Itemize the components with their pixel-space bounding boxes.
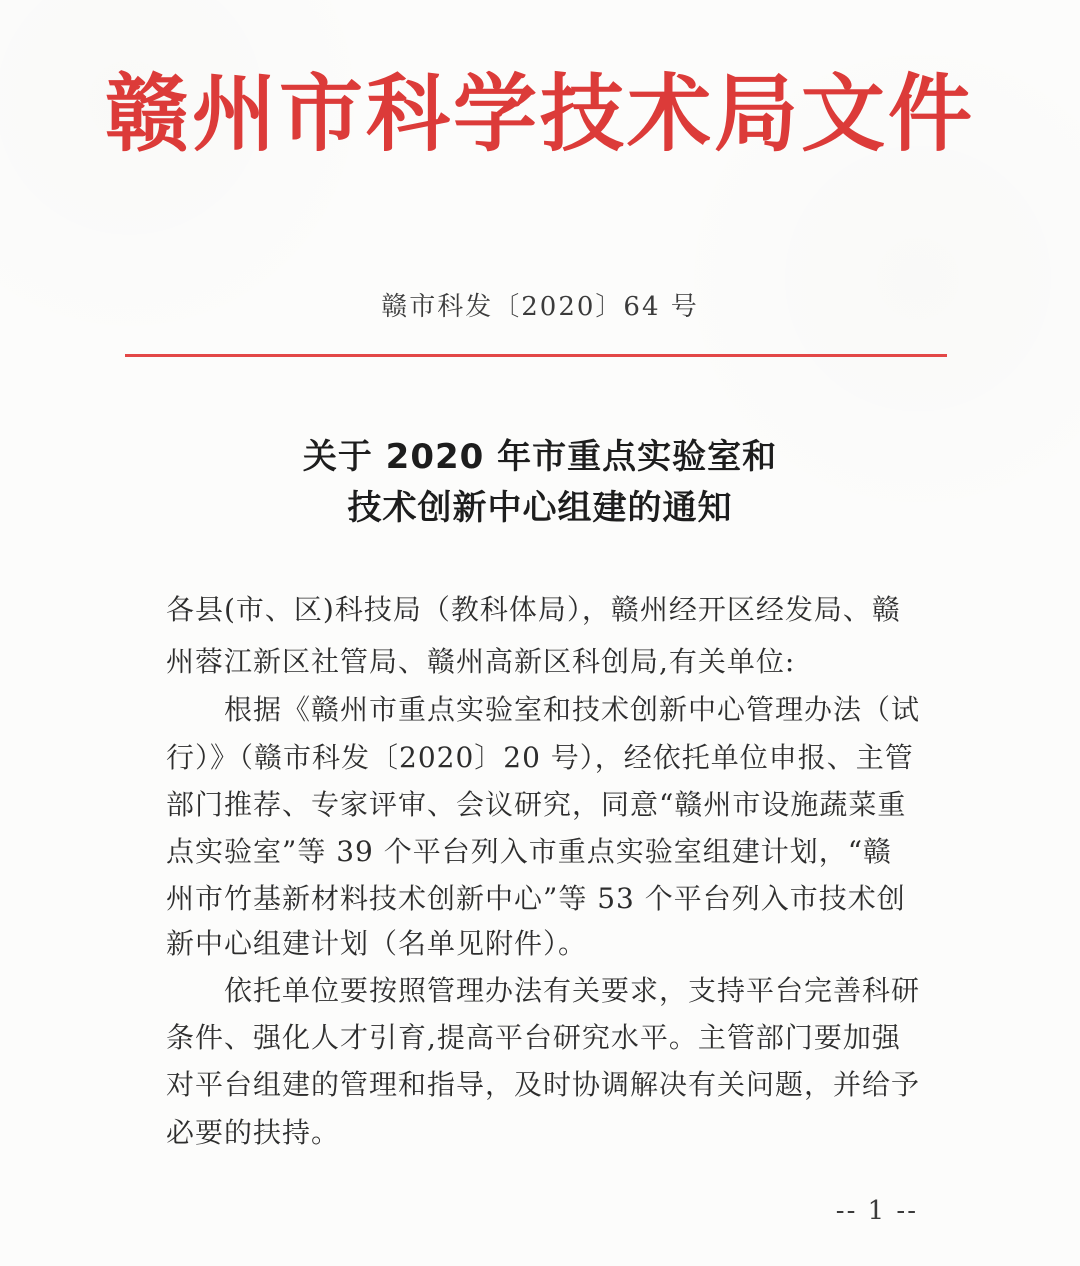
document-masthead: 赣州市科学技术局文件	[104, 64, 975, 163]
red-separator-line	[125, 354, 947, 357]
body-line-7: 州市竹基新材料技术创新中心”等 53 个平台列入市技术创	[166, 882, 906, 915]
body-line-10: 条件、强化人才引育,提高平台研究水平。主管部门要加强	[166, 1021, 901, 1054]
body-line-3: 根据《赣州市重点实验室和技术创新中心管理办法（试	[224, 693, 921, 726]
body-line-6: 点实验室”等 39 个平台列入市重点实验室组建计划，“赣	[166, 835, 893, 868]
document-number: 赣市科发〔2020〕64 号	[381, 292, 699, 322]
body-line-5: 部门推荐、专家评审、会议研究，同意“赣州市设施蔬菜重	[166, 788, 907, 821]
document-title-line-1: 关于 2020 年市重点实验室和	[302, 437, 778, 477]
body-line-9: 依托单位要按照管理办法有关要求，支持平台完善科研	[224, 974, 921, 1007]
page-number: -- 1 --	[835, 1196, 918, 1226]
body-line-12: 必要的扶持。	[166, 1116, 341, 1149]
body-line-1: 各县(市、区)科技局（教科体局），赣州经开区经发局、赣	[166, 593, 901, 626]
body-line-11: 对平台组建的管理和指导，及时协调解决有关问题，并给予	[166, 1068, 921, 1101]
body-line-4: 行）》（赣市科发〔2020〕20 号），经依托单位申报、主管	[166, 741, 914, 774]
body-line-8: 新中心组建计划（名单见附件）。	[166, 927, 588, 960]
document-title-line-2: 技术创新中心组建的通知	[347, 488, 733, 528]
body-line-2: 州蓉江新区社管局、赣州高新区科创局,有关单位:	[166, 645, 796, 678]
